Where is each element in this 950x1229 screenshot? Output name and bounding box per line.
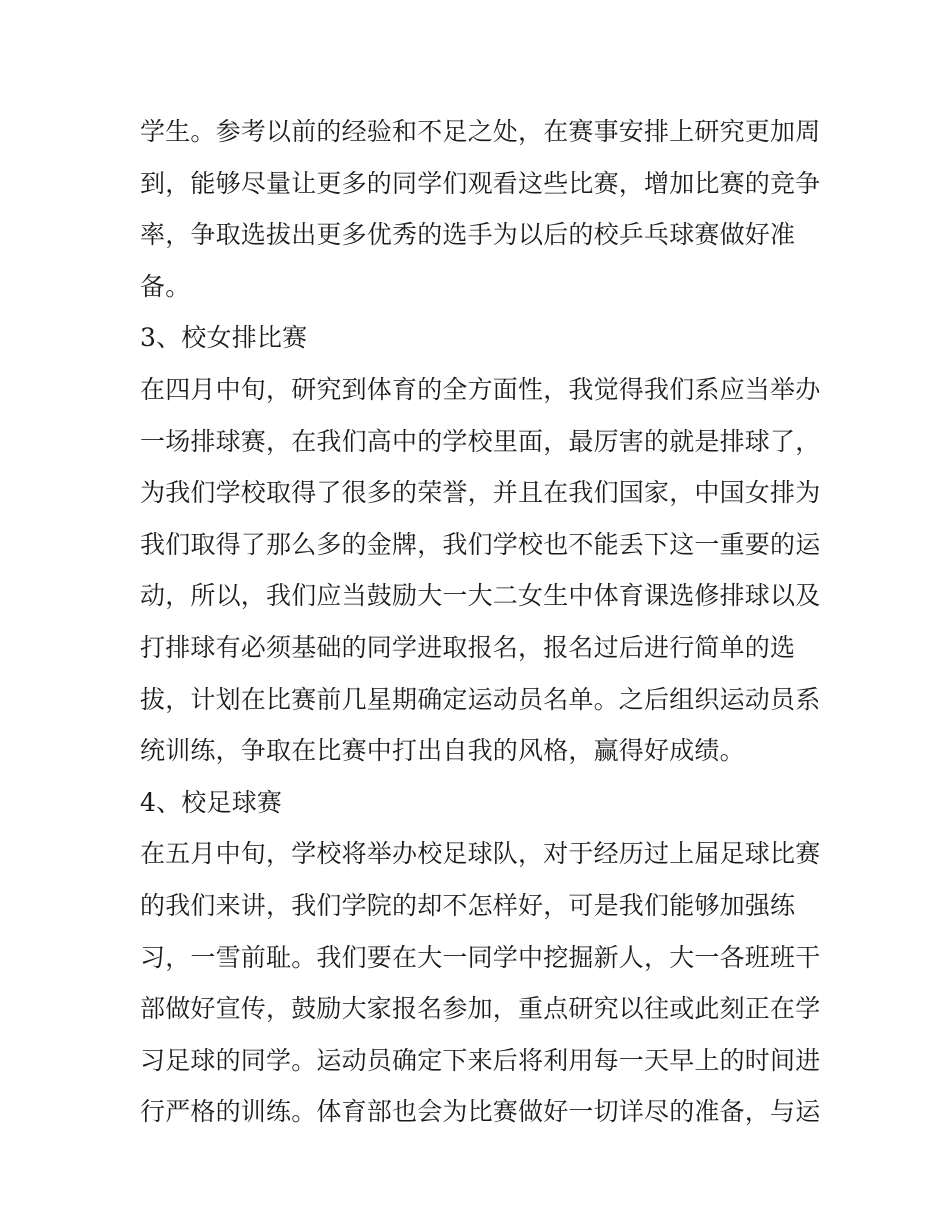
paragraph-line: 部做好宣传，鼓励大家报名参加，重点研究以往或此刻正在学 bbox=[140, 994, 821, 1024]
paragraph-line: 在四月中旬，研究到体育的全方面性，我觉得我们系应当举办 bbox=[140, 374, 821, 404]
paragraph-line: 为我们学校取得了很多的荣誉，并且在我们国家，中国女排为 bbox=[140, 478, 821, 508]
section-heading-volleyball: 3、校女排比赛 bbox=[140, 323, 308, 353]
paragraph-line: 备。 bbox=[140, 271, 191, 301]
paragraph-line: 习足球的同学。运动员确定下来后将利用每一天早上的时间进 bbox=[140, 1045, 821, 1075]
paragraph-line: 的我们来讲，我们学院的却不怎样好，可是我们能够加强练 bbox=[140, 890, 796, 920]
paragraph-line: 拔，计划在比赛前几星期确定运动员名单。之后组织运动员系 bbox=[140, 684, 821, 714]
paragraph-line: 一场排球赛，在我们高中的学校里面，最厉害的就是排球了， bbox=[140, 426, 821, 456]
paragraph-line: 打排球有必须基础的同学进取报名，报名过后进行简单的选 bbox=[140, 632, 796, 662]
paragraph-line: 在五月中旬，学校将举办校足球队，对于经历过上届足球比赛 bbox=[140, 839, 821, 869]
paragraph-line: 学生。参考以前的经验和不足之处，在赛事安排上研究更加周 bbox=[140, 117, 821, 146]
document-body bbox=[140, 106, 820, 1138]
paragraph-line: 动，所以，我们应当鼓励大一大二女生中体育课选修排球以及 bbox=[140, 581, 821, 611]
paragraph-line: 统训练，争取在比赛中打出自我的风格，赢得好成绩。 bbox=[140, 736, 745, 766]
paragraph-line: 行严格的训练。体育部也会为比赛做好一切详尽的准备，与运 bbox=[140, 1097, 821, 1127]
section-heading-football: 4、校足球赛 bbox=[140, 787, 283, 817]
paragraph-line: 习，一雪前耻。我们要在大一同学中挖掘新人，大一各班班干 bbox=[140, 942, 821, 972]
paragraph-line: 到，能够尽量让更多的同学们观看这些比赛，增加比赛的竞争 bbox=[140, 168, 821, 198]
paragraph-line: 我们取得了那么多的金牌，我们学校也不能丢下这一重要的运 bbox=[140, 529, 821, 559]
paragraph-line: 率，争取选拔出更多优秀的选手为以后的校乒乓球赛做好准 bbox=[140, 220, 796, 250]
